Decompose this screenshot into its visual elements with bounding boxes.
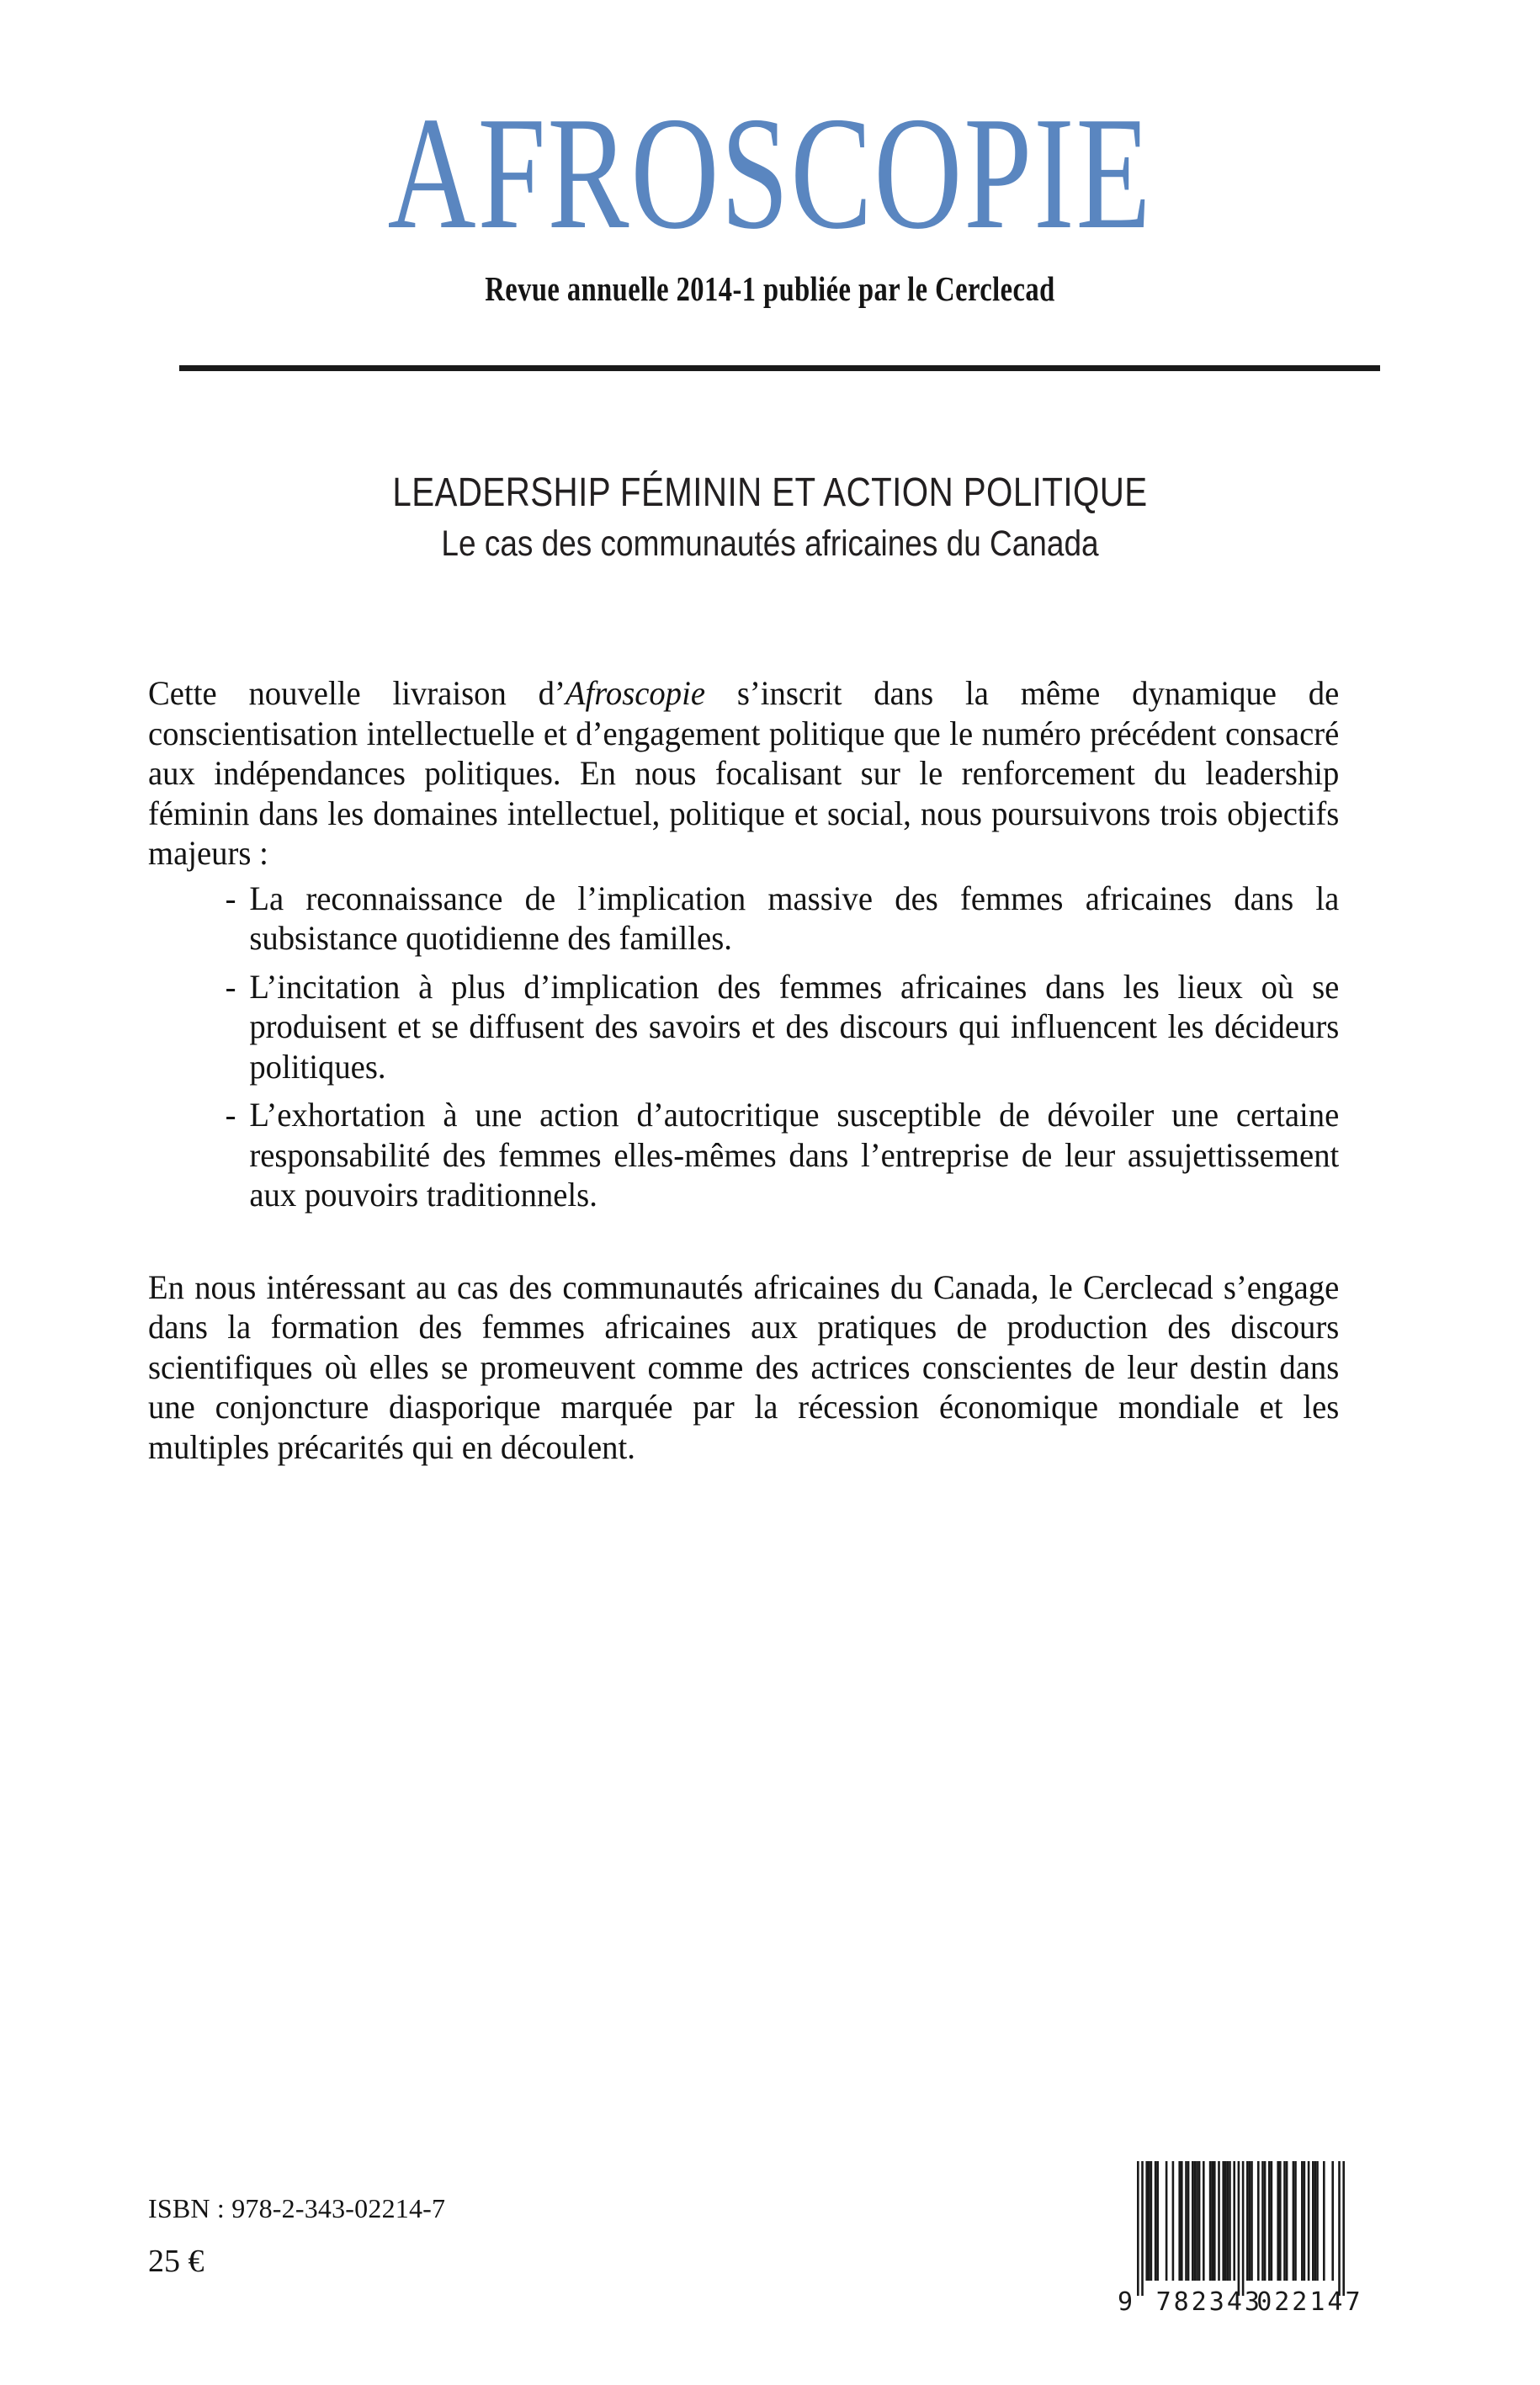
journal-title: AFROSCOPIE <box>387 83 1153 263</box>
title-block <box>0 470 1540 566</box>
list-item-text: L’exhortation à une action d’autocritique susceptible de dévoiler une certaine responsabilité des femmes elles-mêmes dans l’entreprise de leur assujettissement aux pouvoirs traditionnels. <box>249 1096 1340 1214</box>
list-item <box>148 967 1339 1087</box>
isbn-text: ISBN : 978-2-343-02214-7 <box>148 2193 446 2223</box>
svg-text:022147: 022147 <box>1256 2287 1363 2317</box>
masthead <box>0 83 1540 310</box>
list-item-text: L’incitation à plus d’implication des femmes africaines dans les lieux où se produisent et se diffusent des savoirs et des discours qui influencent les décideurs politiques. <box>249 967 1340 1086</box>
objectives-list <box>148 879 1339 1215</box>
bullet-dash-icon: - <box>225 1096 236 1134</box>
svg-text:9: 9 <box>1118 2287 1136 2317</box>
blurb-paragraph-2: En nous intéressant au cas des communautés africaines du Canada, le Cerclecad s’engage dans la formation des femmes africaines aux pratiques de production des discours scientifiques où elles se promeuvent comme des actrices conscientes de leur destin dans une conjoncture diasporique marquée par la récession économique mondiale et les multiples précarités qui en découlent. <box>148 1267 1340 1466</box>
blurb-paragraph-1 <box>148 673 1339 874</box>
paragraph-1-lead: Cette nouvelle livraison d’ <box>148 674 566 712</box>
header-divider <box>179 365 1380 371</box>
ean13-barcode-icon <box>1118 2159 1383 2323</box>
bullet-dash-icon: - <box>225 879 236 917</box>
price-text: 25 € <box>148 2244 204 2279</box>
book-title: LEADERSHIP FÉMININ ET ACTION POLITIQUE <box>392 470 1148 515</box>
bullet-dash-icon: - <box>225 967 236 1006</box>
barcode <box>1118 2159 1383 2323</box>
paragraph-1-rest: s’inscrit dans la même dynamique de conscientisation intellectuelle et d’engagement politique que le numéro précédent consacré aux indépendances politiques. En nous focalisant sur le renforcement du leadership féminin dans les domaines intellectuel, politique et social, nous poursuivons trois objectifs majeurs : <box>148 674 1340 872</box>
svg-text:782343: 782343 <box>1155 2287 1262 2317</box>
list-item <box>148 1095 1339 1215</box>
journal-name-italic: Afroscopie <box>565 674 706 712</box>
list-item <box>148 879 1339 959</box>
journal-issue-line: Revue annuelle 2014-1 publiée par le Cerclecad <box>485 270 1055 310</box>
book-subtitle: Le cas des communautés africaines du Canada <box>441 523 1099 564</box>
blurb-body <box>148 673 1339 1467</box>
list-item-text: La reconnaissance de l’implication massive des femmes africaines dans la subsistance quotidienne des familles. <box>249 879 1340 957</box>
